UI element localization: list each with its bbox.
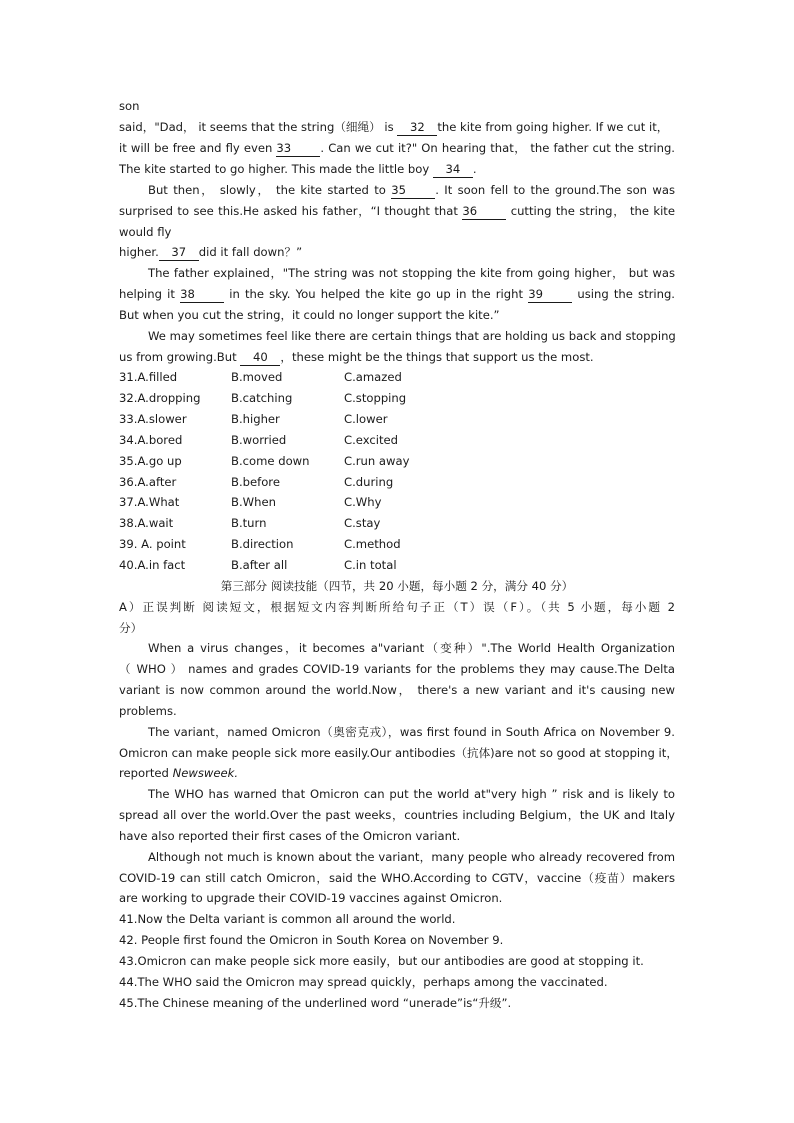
text: it will be free and fly even (119, 141, 277, 155)
option-c: C.stay (344, 516, 381, 530)
option-c: C.stopping (344, 391, 407, 405)
cloze-line (119, 284, 675, 305)
passage-line: problems. (119, 704, 177, 718)
cloze-line (119, 347, 675, 368)
option-a: 34.A.bored (119, 433, 183, 447)
passage-line: variant is now common around the world.Now， there's a new variant and it's causing new (119, 683, 675, 697)
option-row (119, 409, 675, 430)
option-a: 40.A.in fact (119, 558, 186, 572)
text: helping it (119, 287, 181, 301)
blank-33: 33 (276, 141, 320, 157)
passage-line: The variant，named Omicron（奥密克戎），was first found in South Africa on November 9. (148, 725, 675, 739)
cloze-line (119, 242, 675, 263)
option-row (119, 472, 675, 493)
option-c: C.method (344, 537, 401, 551)
option-b: B.higher (231, 412, 280, 426)
option-c: C.run away (344, 454, 410, 468)
cloze-line (119, 159, 675, 180)
option-b: B.catching (231, 391, 293, 405)
source-name: Newsweek. (172, 766, 239, 780)
text: . (472, 162, 477, 176)
section-heading: 第三部分 阅读技能（四节，共 20 小题，每小题 2 分，满分 40 分） (220, 579, 574, 593)
question-item: 45.The Chinese meaning of the underlined word “unerade”is“升级”. (119, 996, 512, 1010)
text: . It soon fell to the ground.The son was (435, 183, 675, 197)
text: using the string. (572, 287, 675, 301)
cloze-line (119, 117, 675, 138)
cloze-line (119, 326, 675, 347)
option-row (119, 367, 675, 388)
text: higher. (119, 245, 159, 259)
cloze-line (119, 222, 675, 243)
text: us from growing.But (119, 350, 241, 364)
passage-line: are working to upgrade their COVID-19 vaccines against Omicron. (119, 891, 503, 905)
text: said，"Dad， it seems that the string（细绳） is (119, 120, 398, 134)
option-b: B.direction (231, 537, 294, 551)
option-a: 31.A.filled (119, 370, 178, 384)
section-instruction: A）正误判断 阅读短文，根据短文内容判断所给句子正（T）误（F）。（共 5 小题，每小题 2 (119, 600, 675, 614)
passage-line (119, 763, 675, 784)
blank-35: 35 (391, 183, 435, 199)
option-b: B.moved (231, 370, 283, 384)
text: cutting the string， the kite (506, 204, 675, 218)
text: surprised to see this.He asked his father，“I thought that (119, 204, 463, 218)
question-item: 44.The WHO said the Omicron may spread quickly，perhaps among the vaccinated. (119, 975, 608, 989)
text: son (119, 99, 140, 113)
passage-line: When a virus changes，it becomes a"variant（变种）".The World Health Organization (148, 641, 675, 655)
option-b: B.When (231, 495, 276, 509)
question-item: 41.Now the Delta variant is common all around the world. (119, 912, 456, 926)
option-row (119, 451, 675, 472)
blank-32: 32 (397, 120, 437, 136)
text: would fly (119, 225, 172, 239)
blank-37: 37 (159, 245, 199, 261)
option-a: 37.A.What (119, 495, 180, 509)
passage-line: Although not much is known about the variant，many people who already recovered from (148, 850, 675, 864)
question-item: 43.Omicron can make people sick more easily，but our antibodies are good at stopping it. (119, 954, 644, 968)
option-c: C.lower (344, 412, 388, 426)
option-c: C.in total (344, 558, 397, 572)
section-instruction: 分） (119, 621, 143, 635)
text: But when you cut the string，it could no longer support the kite.” (119, 308, 500, 322)
blank-34: 34 (433, 162, 473, 178)
passage-line: （ WHO ） names and grades COVID-19 variants for the problems they may cause.The Delta (119, 662, 675, 676)
cloze-line (119, 305, 675, 326)
option-row (119, 513, 675, 534)
option-c: C.during (344, 475, 394, 489)
blank-40: 40 (240, 350, 280, 366)
option-c: C.Why (344, 495, 382, 509)
option-c: C.amazed (344, 370, 402, 384)
option-c: C.excited (344, 433, 399, 447)
text: in the sky. You helped the kite go up in the right (224, 287, 529, 301)
text: reported (119, 766, 173, 780)
passage-line: have also reported their first cases of the Omicron variant. (119, 829, 461, 843)
passage-line: Omicron can make people sick more easily.Our antibodies（抗体)are not so good at stopping it， (119, 746, 678, 760)
cloze-line (119, 201, 675, 222)
option-a: 32.A.dropping (119, 391, 201, 405)
blank-38: 38 (180, 287, 224, 303)
option-a: 36.A.after (119, 475, 177, 489)
option-row (119, 555, 675, 576)
text: We may sometimes feel like there are certain things that are holding us back and stopping (148, 329, 676, 343)
option-b: B.come down (231, 454, 310, 468)
option-a: 35.A.go up (119, 454, 182, 468)
text: the kite from going higher. If we cut it， (437, 120, 669, 134)
text: The kite started to go higher. This made the little boy (119, 162, 433, 176)
option-a: 39. A. point (119, 537, 186, 551)
option-a: 38.A.wait (119, 516, 174, 530)
text: did it fall down？” (198, 245, 303, 259)
passage-line: The WHO has warned that Omicron can put the world at"very high ” risk and is likely to (148, 787, 675, 801)
option-b: B.turn (231, 516, 267, 530)
text: . Can we cut it?" On hearing that， the father cut the string. (320, 141, 675, 155)
option-b: B.after all (231, 558, 288, 572)
option-row (119, 492, 675, 513)
option-b: B.worried (231, 433, 287, 447)
option-row (119, 534, 675, 555)
cloze-line (119, 263, 675, 284)
blank-36: 36 (462, 204, 506, 220)
text: The father explained，"The string was not stopping the kite from going higher， but was (148, 266, 675, 280)
option-row (119, 430, 675, 451)
cloze-line (119, 96, 675, 117)
option-a: 33.A.slower (119, 412, 187, 426)
text: But then， slowly， the kite started to (148, 183, 392, 197)
passage-line: COVID-19 can still catch Omicron，said the WHO.According to CGTV，vaccine（疫苗）makers (119, 871, 675, 885)
cloze-line (119, 138, 675, 159)
option-row (119, 388, 675, 409)
text: ，these might be the things that support us the most. (280, 350, 594, 364)
question-item: 42. People first found the Omicron in South Korea on November 9. (119, 933, 504, 947)
cloze-line (119, 180, 675, 201)
passage-line: spread all over the world.Over the past weeks，countries including Belgium，the UK and Italy (119, 808, 675, 822)
blank-39: 39 (528, 287, 572, 303)
option-b: B.before (231, 475, 280, 489)
